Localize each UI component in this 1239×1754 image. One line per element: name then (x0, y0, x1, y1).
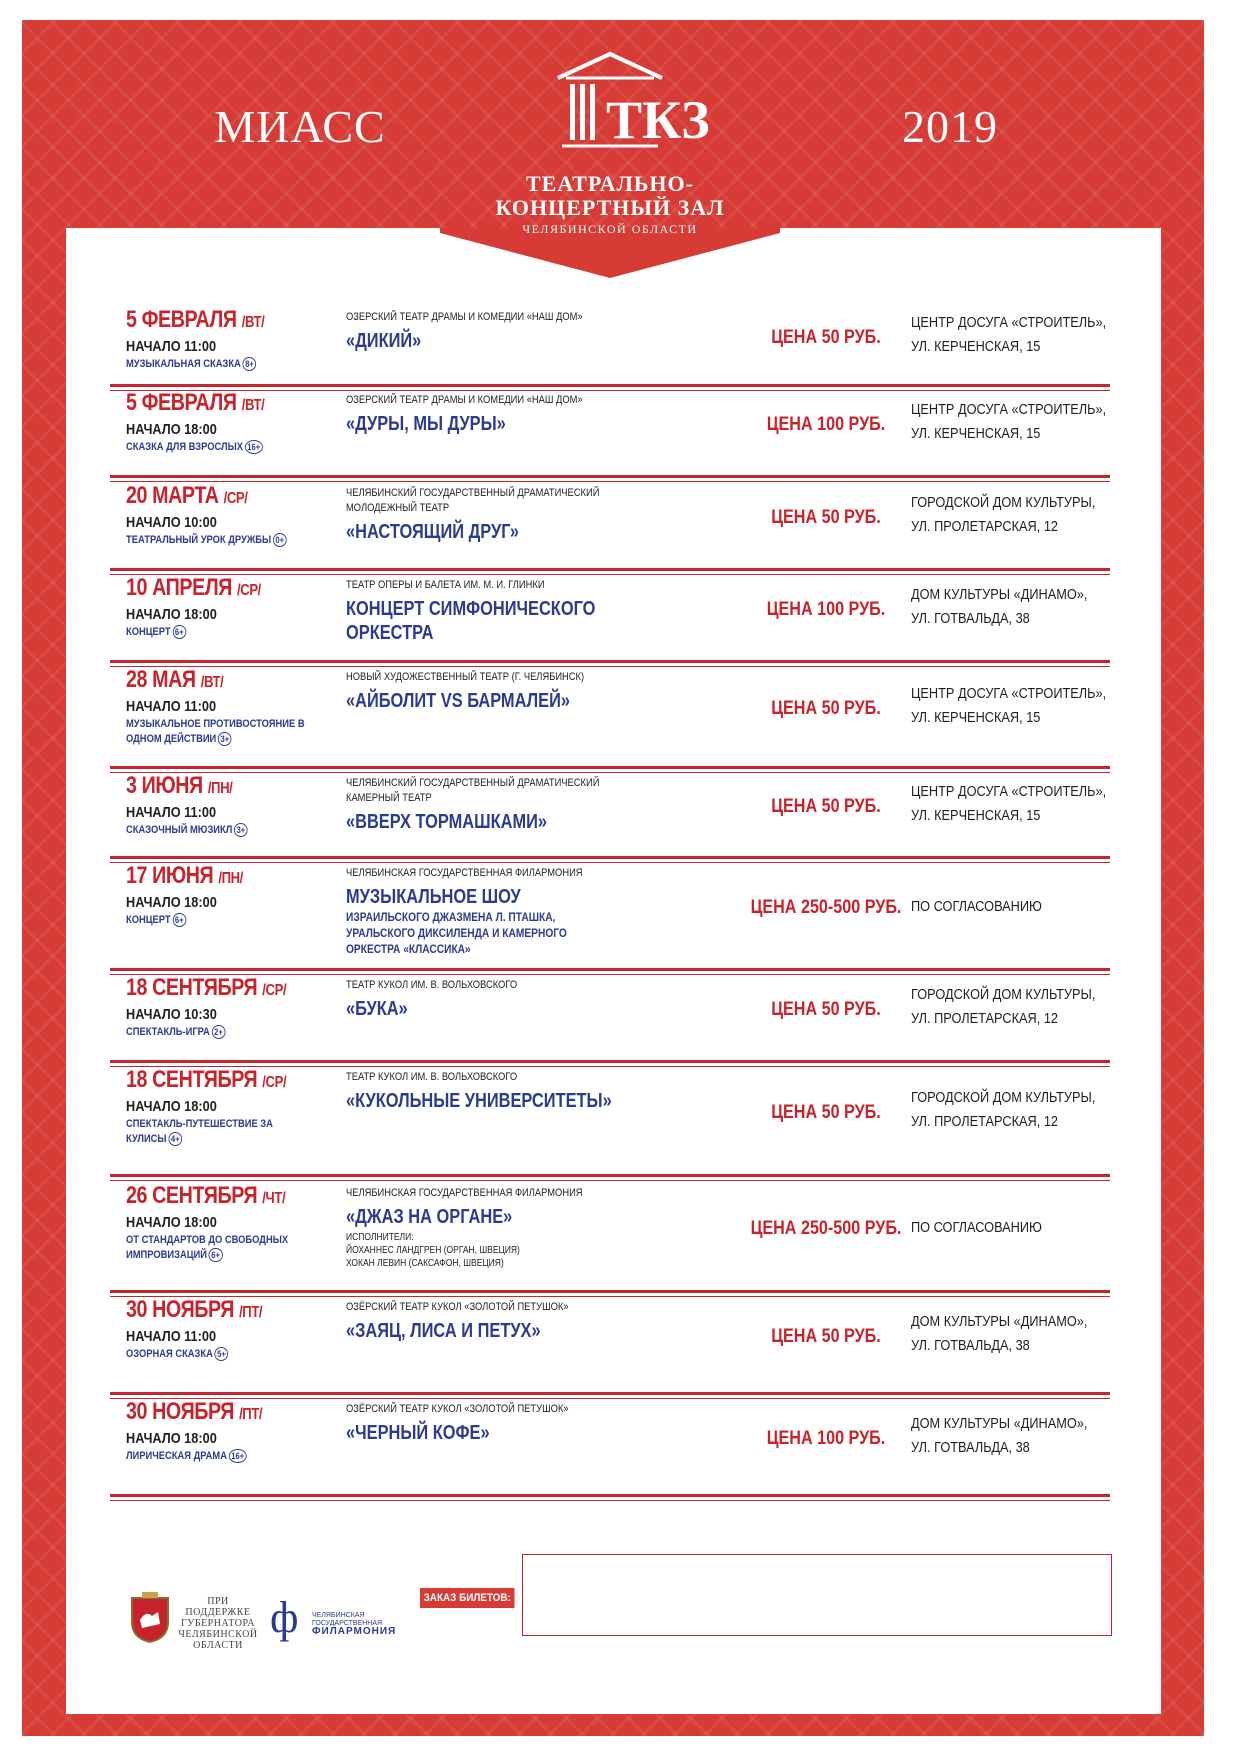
event-weekday: /ВТ/ (200, 674, 224, 691)
event-venue (911, 311, 1149, 359)
event-genre: СПЕКТАКЛЬ-ИГРА 2+ (126, 1025, 313, 1040)
venue-line2: УЛ. КЕРЧЕНСКАЯ, 15 (911, 425, 1041, 442)
event-organizer: ТЕАТР ОПЕРЫ И БАЛЕТА ИМ. М. И. ГЛИНКИ (346, 579, 545, 591)
event-start-time: НАЧАЛО 10:30 (126, 1006, 217, 1023)
event-price: ЦЕНА 50 РУБ. (771, 999, 881, 1020)
age-rating-badge: 0+ (273, 533, 287, 547)
event-organizer: ТЕАТР КУКОЛ ИМ. В. ВОЛЬХОВСКОГО (346, 979, 518, 991)
event-venue (911, 583, 1149, 631)
event-organizer: ОЗЁРСКИЙ ТЕАТР КУКОЛ «ЗОЛОТОЙ ПЕТУШОК» (346, 1301, 569, 1313)
event-genre: ТЕАТРАЛЬНЫЙ УРОК ДРУЖБЫ 0+ (126, 533, 313, 548)
event-price: ЦЕНА 50 РУБ. (771, 507, 881, 528)
venue-line1: ГОРОДСКОЙ ДОМ КУЛЬТУРЫ, (911, 494, 1096, 511)
event-title: «ДИКИЙ» (346, 330, 422, 352)
row-divider (110, 1494, 1110, 1497)
event-start-time: НАЧАЛО 18:00 (126, 1098, 217, 1115)
event-start-time: НАЧАЛО 11:00 (126, 804, 217, 821)
event-date: 30 НОЯБРЯ /ПТ/ (126, 1296, 263, 1323)
event-date: 5 ФЕВРАЛЯ /ВТ/ (126, 306, 265, 333)
age-rating-badge: 16+ (229, 1449, 247, 1463)
event-organizer: ЧЕЛЯБИНСКАЯ ГОСУДАРСТВЕННАЯ ФИЛАРМОНИЯ (346, 1187, 583, 1199)
venue-line2: УЛ. КЕРЧЕНСКАЯ, 15 (911, 338, 1041, 355)
age-rating-badge: 5+ (215, 1347, 229, 1361)
age-rating-badge: 3+ (218, 732, 232, 746)
event-price: ЦЕНА 50 РУБ. (771, 698, 881, 719)
event-weekday: /ПТ/ (239, 1304, 263, 1321)
venue-line2: УЛ. КЕРЧЕНСКАЯ, 15 (911, 709, 1041, 726)
event-title: «АЙБОЛИТ VS БАРМАЛЕЙ» (346, 690, 570, 712)
tkz-logo-icon (540, 48, 710, 158)
event-title: «КУКОЛЬНЫЕ УНИВЕРСИТЕТЫ» (346, 1090, 612, 1112)
event-venue (911, 491, 1149, 539)
event-venue (911, 1216, 1149, 1240)
event-date: 26 СЕНТЯБРЯ /ЧТ/ (126, 1182, 286, 1209)
year: 2019 (902, 101, 998, 152)
event-date: 3 ИЮНЯ /ПН/ (126, 772, 233, 799)
event-organizer: ОЗЕРСКИЙ ТЕАТР ДРАМЫ И КОМЕДИИ «НАШ ДОМ» (346, 394, 583, 406)
venue-line1: ДОМ КУЛЬТУРЫ «ДИНАМО», (911, 1313, 1088, 1330)
venue-line2: УЛ. ГОТВАЛЬДА, 38 (911, 1439, 1030, 1456)
event-start-time: НАЧАЛО 18:00 (126, 894, 217, 911)
event-weekday: /ПН/ (207, 780, 233, 797)
event-start-time: НАЧАЛО 18:00 (126, 421, 217, 438)
event-row (66, 1176, 1161, 1288)
venue-name-line1: ТЕАТРАЛЬНО- (526, 171, 694, 196)
event-date: 5 ФЕВРАЛЯ /ВТ/ (126, 389, 265, 416)
event-organizer: ТЕАТР КУКОЛ ИМ. В. ВОЛЬХОВСКОГО (346, 1071, 518, 1083)
philharmonic-big: ФИЛАРМОНИЯ (312, 1626, 397, 1637)
event-venue (911, 1310, 1149, 1358)
event-venue (911, 895, 1149, 919)
venue-line1: ПО СОГЛАСОВАНИЮ (911, 898, 1042, 915)
event-start-time: НАЧАЛО 11:00 (126, 698, 217, 715)
venue-line1: ДОМ КУЛЬТУРЫ «ДИНАМО», (911, 1415, 1088, 1432)
age-rating-badge: 6+ (172, 625, 186, 639)
event-genre: СКАЗКА ДЛЯ ВЗРОСЛЫХ 16+ (126, 440, 313, 455)
event-row (66, 856, 1161, 966)
event-performer: ХОКАН ЛЕВИН (САКСАФОН, ШВЕЦИЯ) (346, 1258, 504, 1269)
venue-line1: ГОРОДСКОЙ ДОМ КУЛЬТУРЫ, (911, 986, 1096, 1003)
event-genre: МУЗЫКАЛЬНОЕ ПРОТИВОСТОЯНИЕ В ОДНОМ ДЕЙСТВИИ 3+ (126, 718, 305, 745)
event-organizer: ЧЕЛЯБИНСКИЙ ГОСУДАРСТВЕННЫЙ ДРАМАТИЧЕСКИЙ КАМЕРНЫЙ ТЕАТР (346, 777, 600, 804)
event-genre: КОНЦЕРТ 6+ (126, 625, 313, 640)
event-title: «ЧЕРНЫЙ КОФЕ» (346, 1422, 490, 1444)
event-venue (911, 1412, 1149, 1460)
event-price: ЦЕНА 50 РУБ. (771, 327, 881, 348)
event-start-time: НАЧАЛО 18:00 (126, 606, 217, 623)
event-weekday: /ВТ/ (241, 397, 265, 414)
philharmonic-text (312, 1612, 397, 1637)
event-price: ЦЕНА 250-500 РУБ. (750, 897, 902, 918)
event-row (66, 1392, 1161, 1492)
event-venue (911, 983, 1149, 1031)
event-weekday: /СР/ (262, 1074, 287, 1091)
venue-line1: ЦЕНТР ДОСУГА «СТРОИТЕЛЬ», (911, 401, 1107, 418)
event-weekday: /ПН/ (218, 870, 243, 887)
event-price: ЦЕНА 50 РУБ. (771, 796, 881, 817)
event-start-time: НАЧАЛО 10:00 (126, 514, 217, 531)
event-weekday: /ПТ/ (239, 1406, 263, 1423)
event-start-time: НАЧАЛО 18:00 (126, 1214, 217, 1231)
event-organizer: ЧЕЛЯБИНСКАЯ ГОСУДАРСТВЕННАЯ ФИЛАРМОНИЯ (346, 867, 583, 879)
event-date: 18 СЕНТЯБРЯ /СР/ (126, 974, 287, 1001)
event-price: ЦЕНА 250-500 РУБ. (750, 1218, 902, 1239)
event-date: 18 СЕНТЯБРЯ /СР/ (126, 1066, 287, 1093)
venue-line1: ГОРОДСКОЙ ДОМ КУЛЬТУРЫ, (911, 1089, 1096, 1106)
event-price: ЦЕНА 50 РУБ. (771, 1102, 881, 1123)
event-title: «ДЖАЗ НА ОРГАНЕ» (346, 1206, 513, 1228)
event-row (66, 660, 1161, 764)
venue-line1: ЦЕНТР ДОСУГА «СТРОИТЕЛЬ», (911, 783, 1107, 800)
event-genre: МУЗЫКАЛЬНАЯ СКАЗКА 8+ (126, 357, 313, 372)
venue-name (470, 172, 750, 237)
event-title: «ВВЕРХ ТОРМАШКАМИ» (346, 811, 548, 833)
event-start-time: НАЧАЛО 18:00 (126, 1430, 217, 1447)
venue-line1: ЦЕНТР ДОСУГА «СТРОИТЕЛЬ», (911, 314, 1107, 331)
event-row (66, 476, 1161, 566)
ticket-order-label: ЗАКАЗ БИЛЕТОВ: (420, 1588, 514, 1608)
event-title: МУЗЫКАЛЬНОЕ ШОУ (346, 886, 521, 908)
age-rating-badge: 2+ (212, 1025, 226, 1039)
venue-line2: УЛ. ПРОЛЕТАРСКАЯ, 12 (911, 1010, 1059, 1027)
event-title: КОНЦЕРТ СИМФОНИЧЕСКОГО ОРКЕСТРА (346, 598, 596, 644)
event-date: 17 ИЮНЯ /ПН/ (126, 862, 243, 889)
row-divider-thin (110, 1500, 1110, 1501)
event-price: ЦЕНА 50 РУБ. (771, 1326, 881, 1347)
event-date: 10 АПРЕЛЯ /СР/ (126, 574, 261, 601)
event-row (66, 1060, 1161, 1172)
venue-line2: УЛ. ГОТВАЛЬДА, 38 (911, 1337, 1030, 1354)
event-venue (911, 398, 1149, 446)
event-title: «БУКА» (346, 998, 408, 1020)
event-price: ЦЕНА 100 РУБ. (766, 1428, 886, 1449)
venue-line1: ДОМ КУЛЬТУРЫ «ДИНАМО», (911, 586, 1088, 603)
venue-line2: УЛ. ПРОЛЕТАРСКАЯ, 12 (911, 518, 1059, 535)
event-genre: КОНЦЕРТ 6+ (126, 913, 313, 928)
event-date: 30 НОЯБРЯ /ПТ/ (126, 1398, 263, 1425)
age-rating-badge: 16+ (245, 440, 263, 454)
event-genre: ОТ СТАНДАРТОВ ДО СВОБОДНЫХ ИМПРОВИЗАЦИЙ 6+ (126, 1234, 289, 1261)
event-weekday: /СР/ (262, 982, 287, 999)
age-rating-badge: 6+ (209, 1248, 223, 1262)
event-weekday: /СР/ (237, 582, 261, 599)
event-subtitle: ИЗРАИЛЬСКОГО ДЖАЗМЕНА Л. ПТАШКА, УРАЛЬСКОГО ДИКСИЛЕНДА И КАМЕРНОГО ОРКЕСТРА «КЛАССИКА» (346, 910, 567, 956)
venue-line2: УЛ. ГОТВАЛЬДА, 38 (911, 610, 1030, 627)
event-start-time: НАЧАЛО 11:00 (126, 1328, 217, 1345)
event-date: 28 МАЯ /ВТ/ (126, 666, 224, 693)
event-venue (911, 682, 1149, 730)
event-row (66, 383, 1161, 473)
event-row (66, 1290, 1161, 1390)
event-organizer: ЧЕЛЯБИНСКИЙ ГОСУДАРСТВЕННЫЙ ДРАМАТИЧЕСКИЙ МОЛОДЕЖНЫЙ ТЕАТР (346, 487, 600, 514)
event-genre: ЛИРИЧЕСКАЯ ДРАМА 16+ (126, 1449, 313, 1464)
event-venue (911, 780, 1149, 828)
governor-support-text: ПРИ ПОДДЕРЖКЕ ГУБЕРНАТОРА ЧЕЛЯБИНСКОЙ ОБЛАСТИ (178, 1596, 258, 1651)
event-row (66, 300, 1161, 382)
event-row (66, 568, 1161, 658)
event-weekday: /СР/ (223, 490, 248, 507)
event-date: 20 МАРТА /СР/ (126, 482, 248, 509)
venue-line2: УЛ. КЕРЧЕНСКАЯ, 15 (911, 807, 1041, 824)
event-genre: ОЗОРНАЯ СКАЗКА 5+ (126, 1347, 313, 1362)
event-title: «ЗАЯЦ, ЛИСА И ПЕТУХ» (346, 1320, 541, 1342)
age-rating-badge: 8+ (243, 357, 257, 371)
event-row (66, 968, 1161, 1058)
event-genre: СКАЗОЧНЫЙ МЮЗИКЛ 3+ (126, 823, 313, 838)
venue-line1: ЦЕНТР ДОСУГА «СТРОИТЕЛЬ», (911, 685, 1107, 702)
event-genre: СПЕКТАКЛЬ-ПУТЕШЕСТВИЕ ЗА КУЛИСЫ 4+ (126, 1118, 273, 1145)
coat-of-arms-icon (128, 1592, 172, 1644)
philharmonic-logo-icon: ф (270, 1593, 299, 1642)
event-performer: ЙОХАННЕС ЛАНДГРЕН (ОРГАН, ШВЕЦИЯ) (346, 1245, 520, 1256)
event-organizer: НОВЫЙ ХУДОЖЕСТВЕННЫЙ ТЕАТР (Г. ЧЕЛЯБИНСК) (346, 671, 585, 683)
ticket-order-box (522, 1554, 1112, 1636)
event-price: ЦЕНА 100 РУБ. (766, 599, 886, 620)
event-weekday: /ВТ/ (241, 314, 265, 331)
event-venue (911, 1086, 1149, 1134)
event-row (66, 766, 1161, 854)
event-price: ЦЕНА 100 РУБ. (766, 414, 886, 435)
logo-letters: ТКЗ (606, 90, 710, 150)
venue-line1: ПО СОГЛАСОВАНИЮ (911, 1219, 1042, 1236)
age-rating-badge: 3+ (234, 823, 248, 837)
event-weekday: /ЧТ/ (262, 1190, 286, 1207)
venue-name-line3: ЧЕЛЯБИНСКОЙ ОБЛАСТИ (522, 222, 698, 236)
event-title: «ДУРЫ, МЫ ДУРЫ» (346, 413, 506, 435)
age-rating-badge: 6+ (172, 913, 186, 927)
venue-line2: УЛ. ПРОЛЕТАРСКАЯ, 12 (911, 1113, 1059, 1130)
venue-name-line2: КОНЦЕРТНЫЙ ЗАЛ (495, 195, 725, 220)
event-start-time: НАЧАЛО 11:00 (126, 338, 217, 355)
age-rating-badge: 4+ (168, 1132, 182, 1146)
event-organizer: ОЗЕРСКИЙ ТЕАТР ДРАМЫ И КОМЕДИИ «НАШ ДОМ» (346, 311, 583, 323)
event-organizer: ОЗЁРСКИЙ ТЕАТР КУКОЛ «ЗОЛОТОЙ ПЕТУШОК» (346, 1403, 569, 1415)
philharmonic-small: ЧЕЛЯБИНСКАЯ ГОСУДАРСТВЕННАЯ (312, 1612, 383, 1627)
city-name: МИАСС (214, 101, 386, 152)
event-title: «НАСТОЯЩИЙ ДРУГ» (346, 521, 520, 543)
event-performer: ИСПОЛНИТЕЛИ: (346, 1232, 414, 1243)
